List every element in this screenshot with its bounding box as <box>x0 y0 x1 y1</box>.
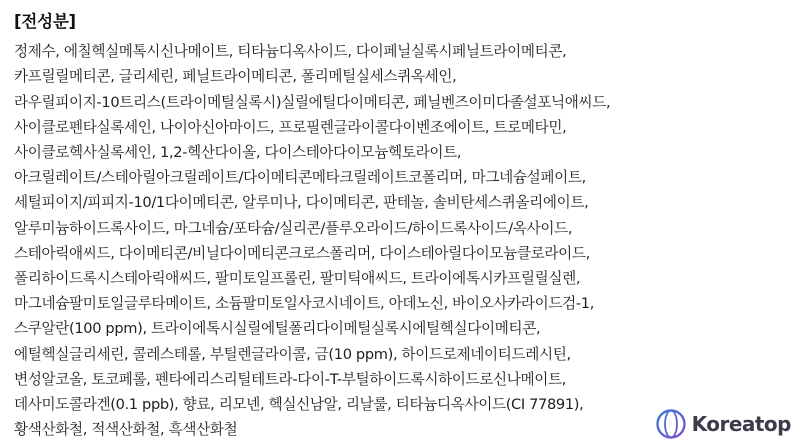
globe-icon <box>656 409 686 439</box>
list-item: 라우릴피이지-10트리스(트라이메틸실록시)실릴에틸다이메티콘, 페닐벤즈이미다졸설포닉애씨드, <box>14 93 611 111</box>
list-item: 알루미늄하이드록사이드, 마그네슘/포타슘/실리콘/플루오라이드/하이드록사이드/옥사이드, <box>14 219 573 237</box>
list-item: 정제수, 에칠헥실메톡시신나메이트, 티타늄디옥사이드, 다이페닐실록시페닐트라이메티콘, <box>14 43 567 61</box>
list-item: 세틸피이지/피피지-10/1다이메티콘, 알루미나, 다이메티콘, 판테놀, 솔비탄세스퀴올리에이트, <box>14 194 589 212</box>
watermark <box>656 409 791 439</box>
page-title: [전성분] <box>14 12 76 31</box>
list-item: 황색산화철, 적색산화철, 흑색산화철 <box>14 421 238 439</box>
list-item: 스쿠알란(100 ppm), 트라이에톡시실릴에틸폴리다이메틸실록시에틸헥실다이메티콘, <box>14 320 541 338</box>
watermark-label: Koreatop <box>691 412 791 436</box>
list-item: 데사미도콜라겐(0.1 ppb), 향료, 리모넨, 헥실신남알, 리날룰, 티타늄디옥사이드(CI 77891), <box>14 395 584 413</box>
list-item: 사이클로헥사실록세인, 1,2-헥산다이올, 다이스테아다이모늄헥토라이트, <box>14 143 462 161</box>
list-item: 아크릴레이트/스테아릴아크릴레이트/다이메티콘메타크릴레이트코폴리머, 마그네슘설페이트, <box>14 169 586 187</box>
list-item: 스테아릭애씨드, 다이메티콘/비닐다이메티콘크로스폴리머, 다이스테아릴다이모늄클로라이드, <box>14 244 590 262</box>
list-item: 변성알코올, 토코페롤, 펜타에리스리틸테트라-다이-T-부틸하이드록시하이드로신나메이트, <box>14 370 567 388</box>
list-item: 사이클로펜타실록세인, 나이아신아마이드, 프로필렌글라이콜다이벤조에이트, 트로메타민, <box>14 118 567 136</box>
ingredient-list <box>14 39 787 442</box>
list-item: 에틸헥실글리세린, 콜레스테롤, 부틸렌글라이콜, 금(10 ppm), 하이드로제네이티드레시틴, <box>14 345 571 363</box>
list-item: 마그네슘팔미토일글루타메이트, 소듐팔미토일사코시네이트, 아데노신, 바이오사카라이드검-1, <box>14 295 595 313</box>
list-item: 폴리하이드록시스테아릭애씨드, 팔미토일프롤린, 팔미틱애씨드, 트라이에톡시카프릴릴실렌, <box>14 269 581 287</box>
list-item: 카프릴릴메티콘, 글리세린, 페닐트라이메티콘, 폴리메틸실세스퀴옥세인, <box>14 68 457 86</box>
